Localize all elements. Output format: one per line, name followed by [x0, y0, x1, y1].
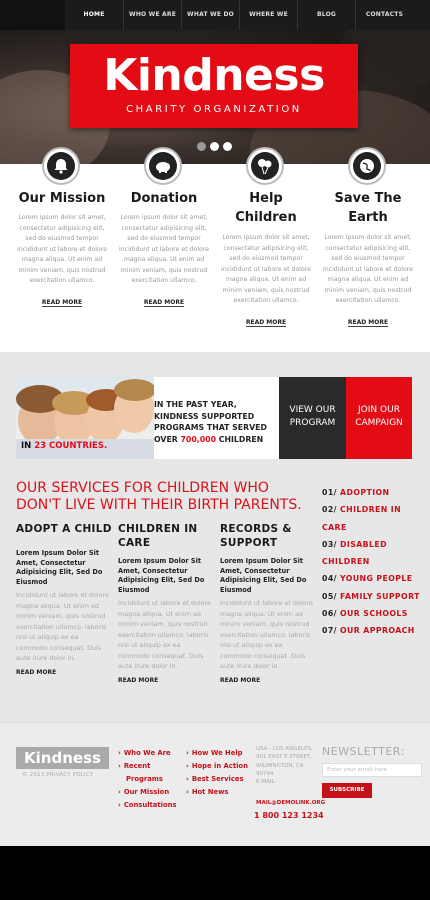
hero-slider	[0, 30, 430, 164]
globe-icon	[353, 152, 381, 180]
service-heading: ADOPT A CHILD	[16, 523, 112, 535]
service-list-label[interactable]: CHILDREN IN CARE	[322, 505, 402, 532]
service-list-label[interactable]: DISABLED CHILDREN	[322, 539, 387, 567]
feature-text: Lorem ipsum dolor sit amet, consectetur adipisicing elit, sed do eiusmod tempor incididunt ut labore et dolore magna aliqua. Ut enim ad minim veniam, quis nostrud exercitation ullamco.	[17, 214, 107, 284]
footer-phone: 1 800 123 1234	[254, 811, 324, 820]
service-heading: CHILDREN IN CARE	[118, 523, 198, 549]
service-lead: Lorem Ipsum Dolor Sit Amet, Consectetur Adipisicing Elit, Sed Do Eiusmod	[118, 557, 205, 594]
child-hair	[114, 379, 154, 401]
feature-text: Lorem ipsum dolor sit amet, consectetur adipisicing elit, sed do eiusmod tempor incididunt ut labore et dolore magna aliqua. Ut enim ad minim veniam, quis nostrud exercitation ullamco.	[221, 234, 311, 304]
piggy-bank-icon	[149, 152, 177, 180]
service-list-label[interactable]: YOUNG PEOPLE	[340, 574, 413, 584]
service-list-label[interactable]: FAMILY SUPPORT	[340, 591, 420, 601]
bell-icon	[47, 152, 75, 180]
feature-title: Help Children	[235, 191, 297, 225]
footer-logo[interactable]: Kindness	[16, 747, 109, 769]
banner-number: 700,000	[180, 434, 217, 444]
services-title: OUR SERVICES FOR CHILDREN WHO DON'T LIVE WITH THEIR BIRTH PARENTS.	[16, 480, 302, 513]
service-list-number: 05/	[322, 591, 337, 601]
services-section	[0, 352, 430, 722]
feature-icon-circle	[246, 147, 284, 185]
read-more-link[interactable]	[14, 299, 110, 306]
service-list-number: 03/	[322, 539, 337, 549]
service-list-label[interactable]: OUR APPROACH	[340, 626, 415, 636]
service-list-label[interactable]: ADOPTION	[340, 488, 390, 497]
footer-link[interactable]: › Consultations	[118, 801, 177, 809]
read-more-label[interactable]: READ MORE	[347, 319, 389, 326]
read-more-link[interactable]: READ MORE	[16, 668, 57, 676]
service-list-item[interactable]	[322, 588, 426, 605]
feature-title: Our Mission	[18, 191, 106, 206]
footer-link-label[interactable]: Our Mission	[123, 788, 170, 796]
banner-countries	[21, 441, 107, 451]
slider-dot-active[interactable]	[210, 142, 219, 151]
service-lead: Lorem Ipsum Dolor Sit Amet, Consectetur Adipisicing Elit, Sed Do Eiusmod	[220, 557, 307, 594]
hero-subtitle: CHARITY ORGANIZATION	[126, 104, 302, 115]
hero-brand-box	[70, 44, 358, 128]
newsletter-title: NEWSLETTER:	[322, 745, 405, 758]
service-column	[16, 522, 112, 676]
service-text: Incididunt ut labore et dolore magna aliqua. Ut enim ad minim veniam, quis nostrud exercitation ullamco. laboris nisi ut aliquip ex ea commodo consequat. Duis aute irure dolor in.	[220, 599, 313, 670]
footer-links-col2	[186, 747, 248, 799]
footer-link[interactable]: › Hope in Action	[186, 762, 248, 770]
banner-country-count: 23 COUNTRIES.	[34, 441, 108, 451]
banner-line-part: OVER	[154, 434, 181, 444]
footer-link-label[interactable]: Who We Are	[123, 749, 171, 757]
read-more-link[interactable]	[320, 319, 416, 326]
read-more-label[interactable]: READ MORE	[143, 299, 185, 306]
read-more-label[interactable]: READ MORE	[245, 319, 287, 326]
service-text: Incididunt ut labore et dolore magna aliqua. Ut enim ad minim veniam, quis nostrud exercitation ullamco. laboris nisi ut aliquip ex ea commodo consequat. Duis aute irure dolor in.	[118, 599, 211, 670]
footer-address	[256, 745, 314, 786]
join-campaign-button[interactable]: JOIN OUR CAMPAIGN	[346, 377, 412, 459]
service-text: Incididunt ut labore et dolore magna aliqua. Ut enim ad minim veniam, quis nostrud exercitation ullamco. laboris nisi ut aliquip ex ea commodo consequat. Duis aute irure dolor in.	[16, 591, 109, 662]
footer-links-col1	[118, 747, 178, 812]
nav-where-we-work[interactable]: WHERE WE	[239, 0, 297, 30]
service-column	[118, 522, 214, 684]
footer-link[interactable]: › Our Mission	[118, 788, 170, 796]
footer-link[interactable]: › Hot News	[186, 788, 229, 796]
feature-text: Lorem ipsum dolor sit amet, consectetur adipisicing elit, sed do eiusmod tempor incididunt ut labore et dolore magna aliqua. Ut enim ad minim veniam, quis nostrud exercitation ullamco.	[119, 214, 209, 284]
service-list-item[interactable]	[322, 536, 426, 571]
services-list	[322, 484, 426, 640]
newsletter-email-input[interactable]: Enter your email here	[322, 763, 422, 777]
footer-address-text: USA - LOS ANGELES, 901 EAST E STREET, WILMINGTON, CA 90744	[256, 746, 313, 777]
read-more-link[interactable]	[116, 299, 212, 306]
nav-blog[interactable]: BLOG	[297, 0, 355, 30]
service-list-item[interactable]	[322, 501, 426, 536]
service-list-item[interactable]	[322, 570, 426, 587]
service-list-item[interactable]	[322, 622, 426, 639]
read-more-link[interactable]: READ MORE	[220, 676, 261, 684]
footer-link-label[interactable]: How We Help	[191, 749, 243, 757]
footer-link-label[interactable]: Hope in Action	[191, 762, 248, 770]
hero-title: Kindness	[103, 50, 325, 101]
feature-title: Save The Earth	[334, 191, 402, 225]
service-heading: RECORDS & SUPPORT	[220, 523, 292, 549]
read-more-link[interactable]: READ MORE	[118, 676, 159, 684]
nav-logo-area	[0, 0, 65, 30]
banner-line: IN THE PAST YEAR,	[154, 400, 237, 409]
view-program-button[interactable]: VIEW OUR PROGRAM	[279, 377, 346, 459]
footer-link[interactable]: › Recent Programs	[118, 762, 163, 783]
service-list-number: 07/	[322, 626, 337, 636]
nav-what-we-do[interactable]: WHAT WE DO	[181, 0, 239, 30]
slider-dot[interactable]	[223, 142, 232, 151]
footer-email[interactable]: MAIL@DEMOLINK.ORG	[256, 800, 326, 806]
service-list-item[interactable]	[322, 484, 426, 501]
footer-link[interactable]: › Who We Are	[118, 749, 171, 757]
feature-text: Lorem ipsum dolor sit amet, consectetur adipisicing elit, sed do eiusmod tempor incididunt ut labore et dolore magna aliqua. Ut enim ad minim veniam, quis nostrud exercitation ullamco.	[323, 234, 413, 304]
footer-link[interactable]: › How We Help	[186, 749, 243, 757]
service-column	[220, 522, 316, 684]
slider-dot[interactable]	[197, 142, 206, 151]
banner-country-prefix: IN	[21, 441, 35, 451]
nav-who-we-are[interactable]: WHO WE ARE	[123, 0, 181, 30]
footer-link[interactable]: › Best Services	[186, 775, 244, 783]
service-list-number: 02/	[322, 505, 337, 515]
balloons-icon	[251, 152, 279, 180]
feature-icon-circle	[144, 147, 182, 185]
impact-banner	[16, 377, 410, 459]
banner-line	[154, 434, 280, 446]
banner-line: PROGRAMS THAT SERVED	[154, 423, 267, 432]
footer-link-label[interactable]: Best Services	[191, 775, 244, 783]
footer-copyright[interactable]: © 2013 PRIVACY POLICY	[22, 772, 94, 778]
service-list-number: 04/	[322, 574, 337, 584]
service-list-item[interactable]	[322, 605, 426, 622]
top-navigation	[0, 0, 430, 30]
banner-text	[154, 399, 280, 445]
feature-title: Donation	[130, 191, 198, 206]
service-list-number: 01/	[322, 488, 337, 497]
subscribe-button[interactable]: SUBSCRIBE	[322, 783, 372, 798]
read-more-label[interactable]: READ MORE	[41, 299, 83, 306]
footer	[0, 722, 430, 846]
feature-icon-circle	[348, 147, 386, 185]
footer-email-label: E-MAIL:	[256, 779, 277, 786]
banner-line-part: CHILDREN	[216, 434, 264, 444]
banner-line: KINDNESS SUPPORTED	[154, 411, 255, 421]
bottom-bar	[0, 846, 430, 900]
footer-link-label[interactable]: Hot News	[191, 788, 229, 796]
feature-icon-circle	[42, 147, 80, 185]
read-more-link[interactable]	[218, 319, 314, 326]
service-lead: Lorem Ipsum Dolor Sit Amet, Consectetur Adipisicing Elit, Sed Do Eiusmod	[16, 549, 103, 586]
service-list-number: 06/	[322, 609, 337, 619]
service-list-label[interactable]: OUR SCHOOLS	[340, 609, 408, 619]
footer-link-label[interactable]: Recent Programs	[123, 762, 163, 783]
footer-link-label[interactable]: Consultations	[123, 801, 177, 809]
nav-contacts[interactable]: CONTACTS	[355, 0, 413, 30]
nav-home[interactable]: HOME	[83, 11, 105, 18]
